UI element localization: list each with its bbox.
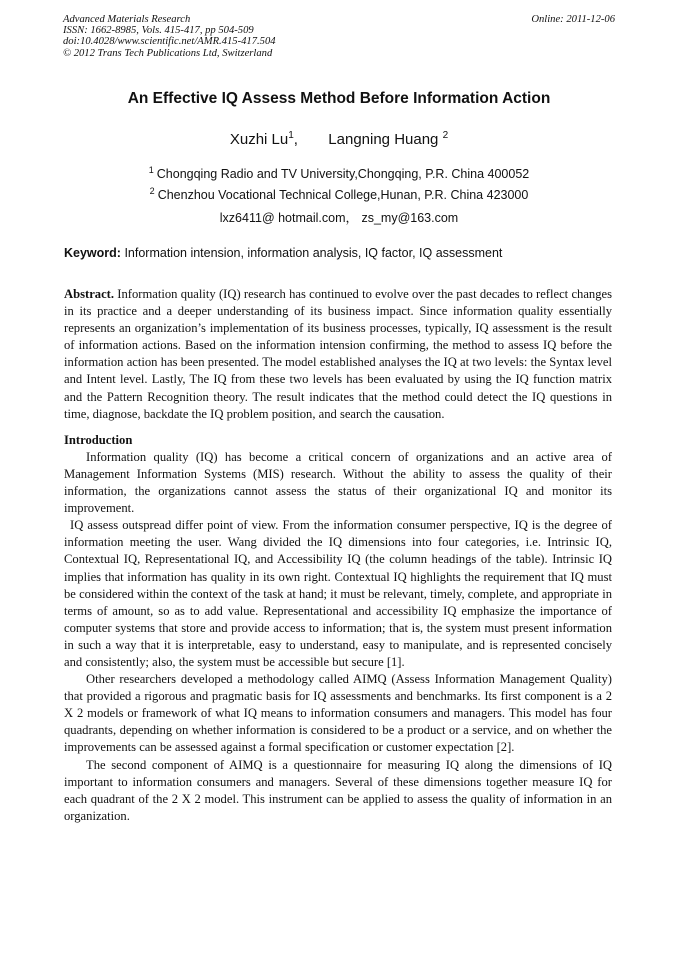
keyword-label: Keyword:	[64, 246, 121, 260]
doi-line: doi:10.4028/www.scientific.net/AMR.415-417.504	[63, 36, 276, 48]
author-emails: lxz6411@ hotmail.com， zs_my@163.com	[219, 211, 459, 225]
keyword-text: Information intension, information analysis, IQ factor, IQ assessment	[124, 246, 503, 260]
author-separator: ,	[293, 131, 298, 148]
paper-title: An Effective IQ Assess Method Before Information Action	[127, 90, 551, 107]
online-date: Online: 2011-12-06	[531, 14, 615, 25]
affiliation-2	[0, 186, 678, 202]
journal-name: Advanced Materials Research	[63, 14, 191, 25]
affiliation-mark: 2	[149, 186, 155, 196]
author-list	[0, 130, 678, 148]
abstract-paragraph	[64, 286, 612, 423]
introduction-heading: Introduction	[64, 432, 133, 447]
journal-header	[63, 14, 615, 59]
author-name: Xuzhi Lu	[229, 131, 289, 148]
affiliation-mark: 1	[148, 165, 154, 175]
affiliation-text: Chenzhou Vocational Technical College,Hunan, P.R. China 423000	[157, 188, 529, 202]
copyright-line: © 2012 Trans Tech Publications Ltd, Switzerland	[63, 47, 273, 59]
intro-paragraph-3: Other researchers developed a methodology called AIMQ (Assess Information Management Quality) that provided a rigorous and pragmatic basis for IQ assessments and benchmarks. Its first component is a 2 X 2 models or framework of what IQ means to information consumers and managers. This model has four quadrants, depending on whether information is considered to be a product or a service, and on whether the improvements can be assessed against a formal specification or customer expectation [2].	[64, 672, 612, 755]
author-name: Langning Huang	[328, 131, 439, 148]
intro-paragraph-2: IQ assess outspread differ point of view. From the information consumer perspective, IQ is the degree of information meeting the user. Wang divided the IQ dimensions into four categories, i.e. Intrinsic IQ, Contextual IQ, Representational IQ, and Accessibility IQ (the column headings of the table). Intrinsic IQ implies that information has quality in its own right. Contextual IQ highlights the requirement that IQ must be considered within the context of the task at hand; it must be relevant, timely, complete, and appropriate in terms of amount, so as to add value. Representational and accessibility IQ emphasize the importance of computer systems that store and provide access to information; that is, the system must present information in such a way that it is interpretable, easy to understand, easy to manipulate, and is represented concisely and consistently; also, the system must be accessible but secure [1].	[64, 518, 612, 669]
affiliation-text: Chongqing Radio and TV University,Chongqing, P.R. China 400052	[156, 167, 530, 181]
intro-paragraph-4: The second component of AIMQ is a questionnaire for measuring IQ along the dimensions of IQ important to information consumers and managers. Several of these dimensions together measure IQ for each quadrant of the 2 X 2 model. This instrument can be applied to assess the quality of information in an organization.	[64, 757, 612, 823]
author-affiliation-mark: 2	[442, 130, 449, 141]
keywords	[64, 246, 616, 260]
abstract-label: Abstract.	[64, 287, 115, 301]
abstract-text: Information quality (IQ) research has continued to evolve over the past decades to reflect changes in its practice and a deeper understanding of its business impact. Since information quality essentially represents an organization’s implementation of its business processes, typically, IQ assessment is the result of information actions. Based on the information intension confirming, the method to assess IQ before the information action has been presented. The model established analyses the IQ at two levels: the Syntax level and Intent level. Lastly, The IQ from these two levels has been evaluated by using the IQ function matrix and the Pattern Recognition theory. The result indicates that the method could detect the IQ questions in time, diagnose, backdate the IQ problem position, and search the causation.	[64, 287, 613, 421]
affiliation-1	[0, 165, 678, 181]
paper-body	[64, 286, 612, 825]
author-affiliation-mark: 1	[288, 130, 294, 141]
issn-line: ISSN: 1662-8985, Vols. 415-417, pp 504-509	[63, 25, 254, 37]
intro-paragraph-1: Information quality (IQ) has become a critical concern of organizations and an active area of Management Information Systems (MIS) research. Without the ability to assess the quality of their information, the organizations cannot assess the status of their organizational IQ and monitor its improvement.	[64, 449, 612, 516]
